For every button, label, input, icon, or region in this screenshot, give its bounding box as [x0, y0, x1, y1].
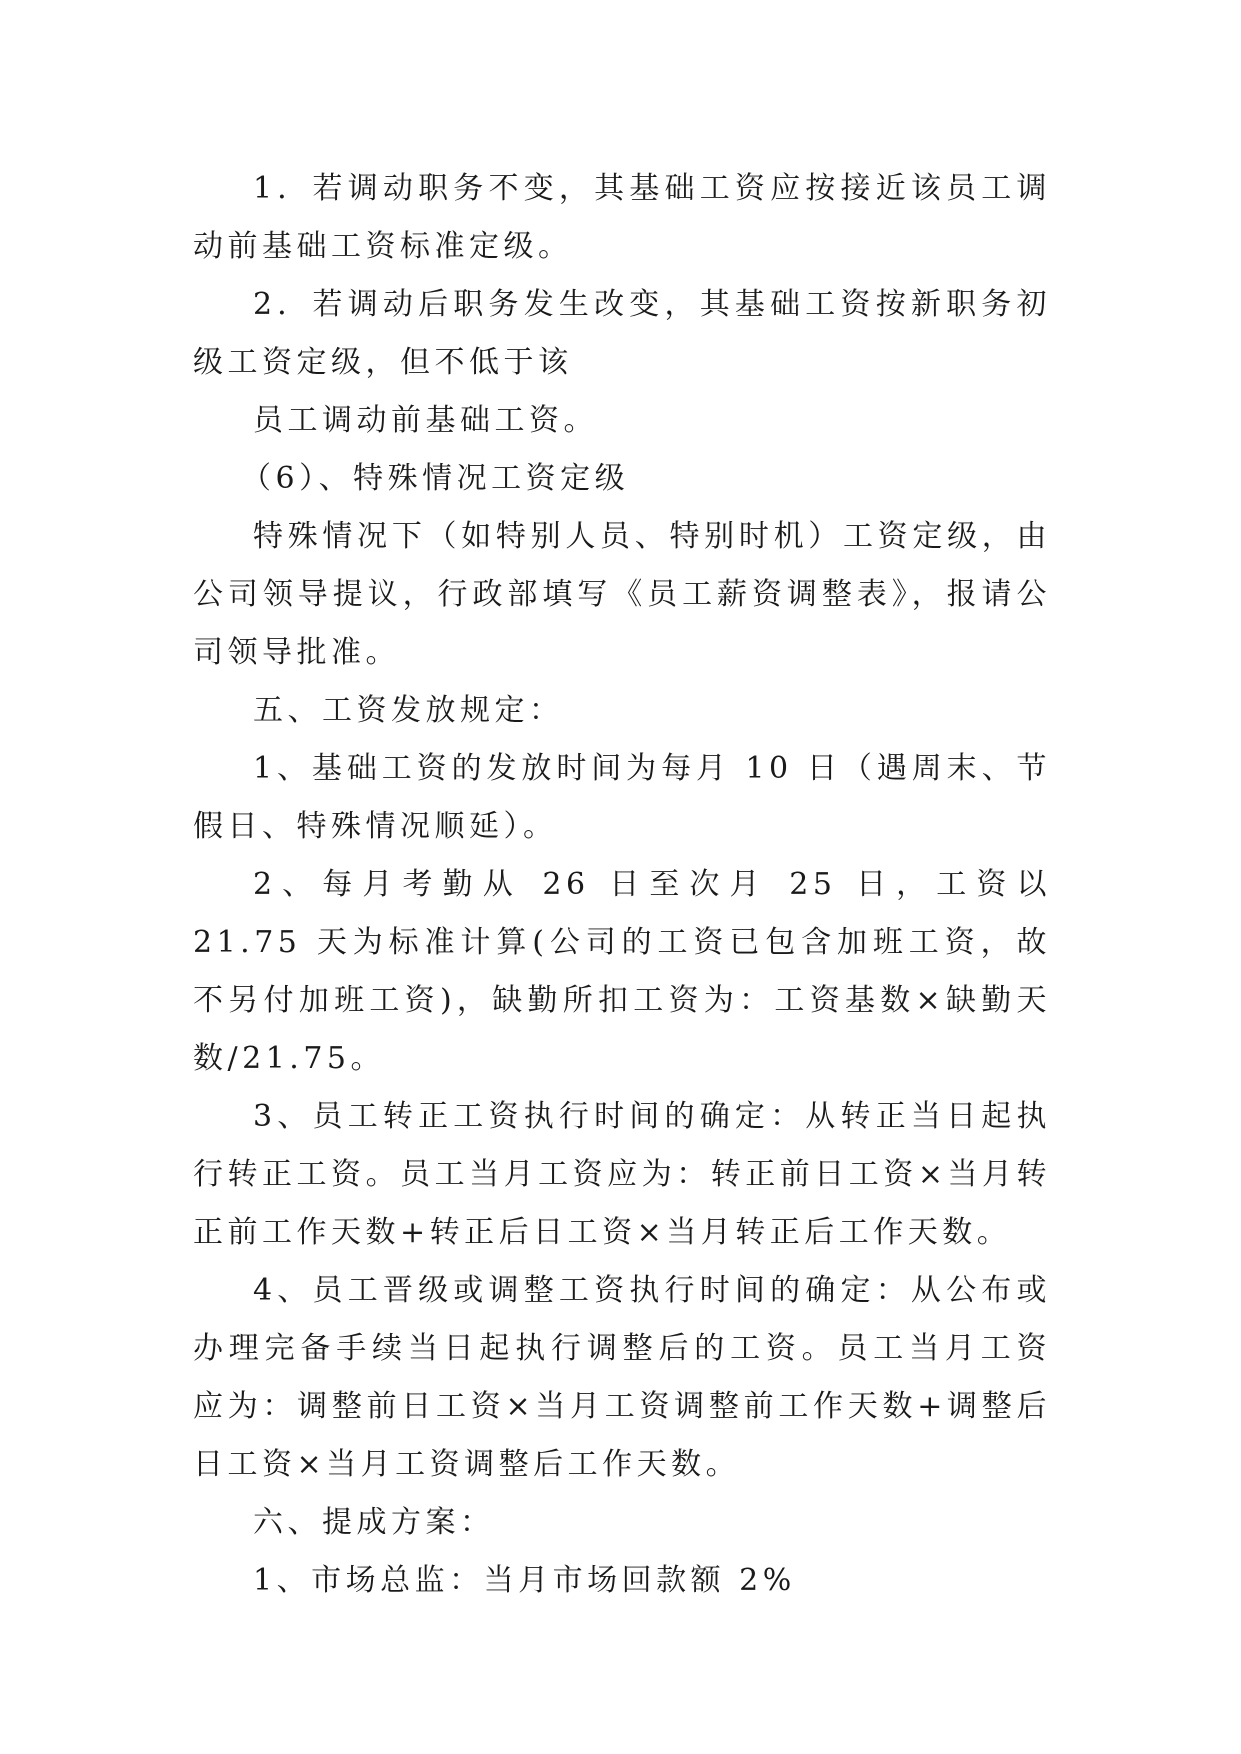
paragraph-transfer-same-position: 1．若调动职务不变，其基础工资应按接近该员工调动前基础工资标准定级。 [193, 171, 1051, 264]
paragraph-special-cases: 特殊情况下（如特别人员、特别时机）工资定级，由公司领导提议，行政部填写《员工薪资调整表》，报请公司领导批准。 [193, 519, 1051, 670]
paragraph-payment-date: 1、基础工资的发放时间为每月 10 日（遇周末、节假日、特殊情况顺延）。 [193, 751, 1051, 844]
paragraph-transfer-continuation: 员工调动前基础工资。 [253, 403, 598, 438]
paragraph-transfer-position-changed: 2．若调动后职务发生改变，其基础工资按新职务初级工资定级，但不低于该 [193, 287, 1051, 380]
paragraph-attendance: 2、每月考勤从 26 日至次月 25 日，工资以 21.75 天为标准计算(公司的工资已包含加班工资，故不另付加班工资)，缺勤所扣工资为：工资基数×缺勤天数/21.75。 [193, 867, 1051, 1076]
document-body [193, 160, 1051, 1610]
heading-commission: 六、提成方案： [253, 1505, 495, 1540]
paragraph-promotion: 4、员工晋级或调整工资执行时间的确定：从公布或办理完备手续当日起执行调整后的工资。员工当月工资应为：调整前日工资×当月工资调整前工作天数+调整后日工资×当月工资调整后工作天数。 [193, 1273, 1051, 1482]
heading-special-cases: （6）、特殊情况工资定级 [241, 461, 630, 496]
heading-payment-rules: 五、工资发放规定： [253, 693, 564, 728]
paragraph-marketing-director: 1、市场总监：当月市场回款额 2% [253, 1563, 796, 1598]
paragraph-regularization: 3、员工转正工资执行时间的确定：从转正当日起执行转正工资。员工当月工资应为：转正前日工资×当月转正前工作天数+转正后日工资×当月转正后工作天数。 [193, 1099, 1051, 1250]
